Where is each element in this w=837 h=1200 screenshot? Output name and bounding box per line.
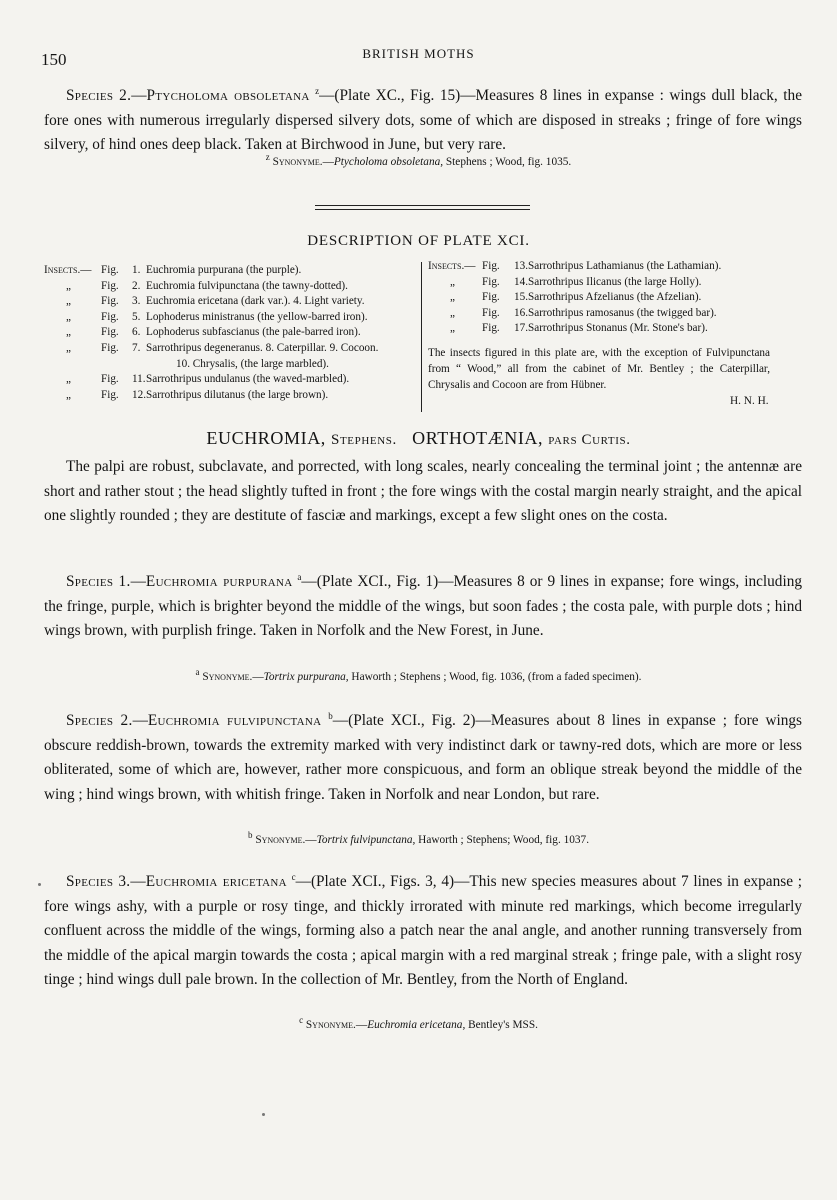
page-number: 150 <box>41 50 67 69</box>
column-divider <box>421 262 422 412</box>
species-entry-fulvipunctana: Species 2.—Euchromia fulvipunctana $^b$—(Plate XCI., Fig. 2)—Measures about 8 lines in expanse ; fore wings obscure reddish-brown, towards the extremity marked with very indistinct dark or tawny-red dots, which are more or less obliterated, some of which are, however, rather more conspicuous, and form an oblique streak beyond the middle of the wing ; hind wings brown, with whitish fringe. Taken in Norfolk and near London, but rare. <box>44 710 802 803</box>
paper-speck <box>38 883 41 886</box>
footnote: $^a$ Synonyme.—Tortrix purpurana, Haworth ; Stephens ; Wood, fig. 1036, (from a faded specimen). <box>195 667 642 683</box>
figure-number: 17. <box>514 322 528 335</box>
figure-text: Euchromia ericetana (dark var.). 4. Light variety. <box>146 295 365 308</box>
plate-list-left <box>44 263 414 403</box>
page-header <box>0 46 837 69</box>
quote-mark: „ <box>450 291 455 304</box>
figure-number: 14. <box>514 275 528 288</box>
plate-figure-item <box>44 372 414 388</box>
species-entry-ericetana: Species 3.—Euchromia ericetana $^c$—(Plate XCI., Figs. 3, 4)—This new species measures about 7 lines in expanse ; fore wings ashy, with a purple or rosy tinge, and thickly irrorated with minute red markings, which become irregularly confluent across the middle of the wings, forming also a patch near the anal angle, and another running transversely from the middle of the apical margin towards the costa ; apical margin with a red marginal streak ; fringe pale, with a slight rosy tinge ; hind wings dull pale brown. In the collection of Mr. Bentley, from the North of England. <box>44 871 802 988</box>
figure-label: Fig. <box>482 291 500 304</box>
species-label: Species 2. <box>66 87 132 104</box>
plate-figure-item <box>44 310 414 326</box>
divider-rule <box>315 205 530 206</box>
figure-text: 10. Chrysalis, (the large marbled). <box>176 357 329 370</box>
figure-text: Euchromia fulvipunctana (the tawny-dotted). <box>146 279 348 292</box>
plate-figure-item <box>428 321 778 337</box>
plate-figure-item <box>428 275 778 291</box>
quote-mark: „ <box>450 306 455 319</box>
running-title: BRITISH MOTHS <box>362 46 475 61</box>
plate-figure-item <box>44 263 414 279</box>
species-entry-purpurana: Species 1.—Euchromia purpurana $^a$—(Plate XCI., Fig. 1)—Measures 8 or 9 lines in expanse; fore wings, including the fringe, purple, which is brighter beyond the middle of the wings, but soon fades ; the costa pale, with purple dots ; hind wings brown, with purplish fringe. Taken in Norfolk and the New Forest, in June. <box>44 571 802 639</box>
plate-figure-item <box>428 290 778 306</box>
plate-figure-item <box>44 341 414 357</box>
figure-text: Sarrothripus Ilicanus (the large Holly). <box>528 275 702 288</box>
figure-label: Fig. <box>101 295 119 308</box>
figure-text: Sarrothripus Afzelianus (the Afzelian). <box>528 291 702 304</box>
figure-label: Fig. <box>482 260 500 272</box>
plate-list-right <box>428 259 778 337</box>
paper-speck <box>262 1113 265 1116</box>
footnote: $^z$ Synonyme.—Ptycholoma obsoletana, Stephens ; Wood, fig. 1035. <box>265 152 572 168</box>
figure-number: 3. <box>132 295 141 308</box>
figure-number: 16. <box>514 306 528 319</box>
genus-author: Stephens. <box>331 432 397 448</box>
figure-number: 5. <box>132 310 141 323</box>
figure-label: Fig. <box>101 373 119 386</box>
figure-label: Fig. <box>101 279 119 292</box>
plate-figure-item <box>44 279 414 295</box>
figure-label: Fig. <box>101 264 119 276</box>
quote-mark: „ <box>66 295 71 308</box>
figure-text: Sarrothripus Stonanus (Mr. Stone's bar). <box>528 322 708 335</box>
figure-label: Fig. <box>482 275 500 288</box>
plate-figure-item <box>44 357 414 373</box>
genus-alt-author: pars Curtis. <box>548 432 631 448</box>
author-initials: H. N. H. <box>730 395 769 407</box>
figure-text: Sarrothripus Lathamianus (the Lathamian). <box>528 260 722 272</box>
list-lead: Insects.— <box>44 264 92 276</box>
figure-number: 15. <box>514 291 528 304</box>
figure-label: Fig. <box>482 306 500 319</box>
genus-name: EUCHROMIA, <box>206 428 326 448</box>
species-name: Euchromia purpurana <box>145 573 293 590</box>
plate-title: DESCRIPTION OF PLATE XCI. <box>307 233 530 249</box>
figure-label: Fig. <box>101 326 119 339</box>
figure-text: Sarrothripus degeneranus. 8. Caterpillar. 9. Cocoon. <box>146 341 379 354</box>
figure-text: Sarrothripus ramosanus (the twigged bar). <box>528 306 717 319</box>
species-name: Euchromia fulvipunctana <box>147 712 322 729</box>
figure-label: Fig. <box>101 310 119 323</box>
quote-mark: „ <box>66 310 71 323</box>
figure-number: 7. <box>132 341 141 354</box>
figure-number: 1. <box>132 264 141 276</box>
quote-mark: „ <box>66 326 71 339</box>
genus-description: The palpi are robust, subclavate, and porrected, with long scales, nearly concealing the terminal joint ; the antennæ are short and rather stout ; the head slightly tufted in front ; the fore wings with the costal margin nearly straight, and the apical one slightly rounded ; they are destitute of fasciæ and markings, except a few slight ones on the costa. <box>44 458 802 524</box>
list-lead: Insects.— <box>428 260 476 272</box>
figure-text: Euchromia purpurana (the purple). <box>146 264 302 276</box>
figure-number: 6. <box>132 326 141 339</box>
genus-alt-name: ORTHOTÆNIA, <box>412 428 544 448</box>
figure-label: Fig. <box>482 322 500 335</box>
figure-label: Fig. <box>101 341 119 354</box>
figure-number: 11. <box>132 373 146 386</box>
species-name: Euchromia ericetana <box>145 873 287 890</box>
figure-text: Lophoderus subfascianus (the pale-barred iron). <box>146 326 361 339</box>
quote-mark: „ <box>66 373 71 386</box>
plate-figure-item <box>44 388 414 404</box>
quote-mark: „ <box>66 279 71 292</box>
figure-number: 13. <box>514 260 528 272</box>
genus-heading <box>0 428 837 449</box>
species-entry-ptycholoma: Species 2.—Ptycholoma obsoletana $^z$—(Plate XC., Fig. 15)—Measures 8 lines in expanse : wings dull black, the fore ones with numerous irregularly dispersed silvery dots, some of which are disposed in streaks ; fringe of fore wings silvery, of hind ones deep black. Taken at Birchwood in June, but very rare. <box>44 85 802 153</box>
figure-number: 2. <box>132 279 141 292</box>
quote-mark: „ <box>450 275 455 288</box>
footnote: $^b$ Synonyme.—Tortrix fulvipunctana, Haworth ; Stephens; Wood, fig. 1037. <box>247 830 590 846</box>
quote-mark: „ <box>450 322 455 335</box>
figure-text: Sarrothripus dilutanus (the large brown). <box>146 388 329 401</box>
plate-note: The insects figured in this plate are, with the exception of Fulvipunctana from “ Wood,” all from the cabinet of Mr. Bentley ; the Caterpillar, Chrysalis and Cocoon are from Hübner. <box>428 347 770 391</box>
plate-figure-item <box>428 259 778 275</box>
figure-text: Lophoderus ministranus (the yellow-barred iron). <box>146 310 368 323</box>
plate-figure-item <box>44 294 414 310</box>
divider-rule <box>315 209 530 210</box>
plate-figure-item <box>428 306 778 322</box>
figure-label: Fig. <box>101 388 119 401</box>
footnote: $^c$ Synonyme.—Euchromia ericetana, Bentley's MSS. <box>299 1015 538 1031</box>
footnote-mark: z <box>315 85 320 96</box>
figure-number: 12. <box>132 388 146 401</box>
figure-text: Sarrothripus undulanus (the waved-marbled). <box>146 373 350 386</box>
species-name: Ptycholoma obsoletana <box>146 87 310 104</box>
quote-mark: „ <box>66 388 71 401</box>
plate-figure-item <box>44 325 414 341</box>
quote-mark: „ <box>66 341 71 354</box>
species-description: —(Plate XC., Fig. 15)—Measures 8 lines in expanse : wings dull black, the fore ones with numerous irregularly dispersed silvery dots, some of which are disposed in streaks ; fringe of fore wings silvery, of hind ones deep black. Taken at Birchwood in June, but very rare. <box>44 87 802 153</box>
